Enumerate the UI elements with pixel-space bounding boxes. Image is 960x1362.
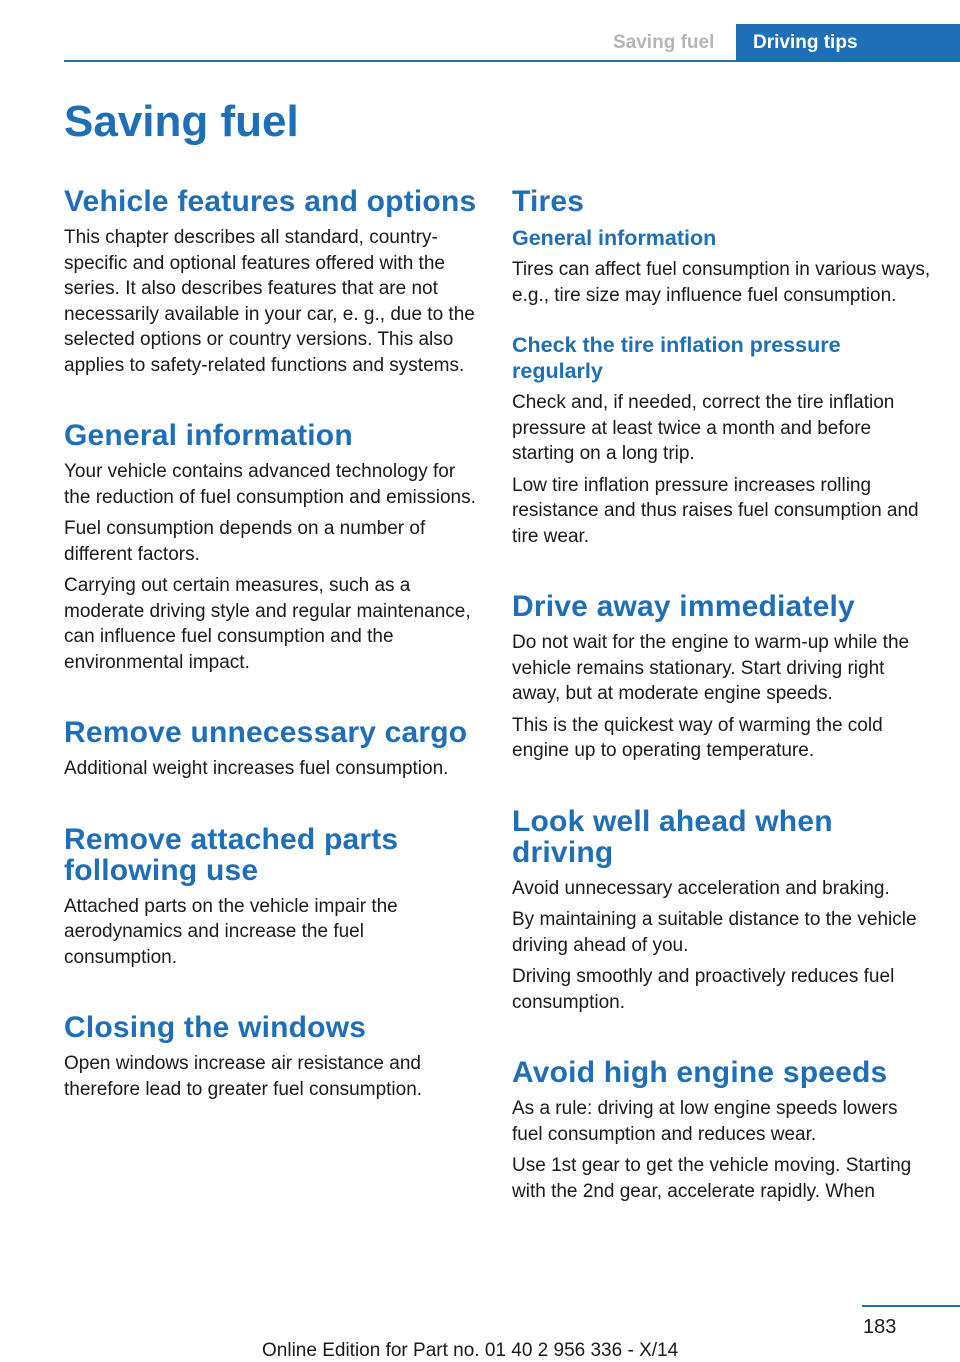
- heading-tires: Tires: [512, 185, 585, 218]
- subheading-general-information: General information: [512, 226, 717, 250]
- section-general-information: [64, 420, 478, 675]
- paragraph: Do not wait for the engine to warm-up while the vehicle remains stationary. Start driving right away, but at moderate engine speeds.: [512, 632, 910, 704]
- paragraph: Use 1st gear to get the vehicle moving. Starting with the 2nd gear, accelerate rapidly. When: [512, 1155, 912, 1202]
- section-closing-windows: [64, 1012, 478, 1102]
- paragraph: Open windows increase air resistance and therefore lead to greater fuel consumption.: [64, 1053, 423, 1100]
- page-number: 183: [863, 1316, 897, 1338]
- heading-avoid-high-speeds: Avoid high engine speeds: [512, 1056, 888, 1089]
- section-drive-away: [512, 591, 932, 764]
- right-column: [512, 182, 932, 1210]
- section-remove-attached-parts: [64, 824, 478, 971]
- heading-remove-cargo: Remove unnecessary cargo: [64, 716, 468, 749]
- paragraph: This is the quickest way of warming the cold engine up to operating temperature.: [512, 714, 883, 761]
- section-vehicle-features: [64, 186, 478, 378]
- paragraph: Attached parts on the vehicle impair the aerodynamics and increase the fuel consumption.: [64, 895, 398, 968]
- paragraph: Avoid unnecessary acceleration and braking.: [512, 877, 890, 899]
- header-section-label: Saving fuel: [613, 32, 715, 53]
- paragraph: As a rule: driving at low engine speeds lowers fuel consumption and reduces wear.: [512, 1098, 898, 1145]
- heading-remove-attached-parts: Remove attached parts following use: [64, 822, 399, 887]
- page-title: Saving fuel: [64, 97, 299, 146]
- section-look-ahead: [512, 806, 932, 1016]
- paragraph: Low tire inflation pressure increases rolling resistance and thus raises fuel consumption and tire wear.: [512, 474, 919, 547]
- heading-vehicle-features: Vehicle features and options: [64, 185, 477, 218]
- paragraph: Fuel consumption depends on a number of different factors.: [64, 518, 426, 565]
- left-column: [64, 182, 478, 1108]
- section-avoid-high-speeds: [512, 1057, 932, 1204]
- paragraph: Driving smoothly and proactively reduces fuel consumption.: [512, 966, 895, 1013]
- header-chapter-tab: Driving tips: [736, 24, 960, 62]
- paragraph: Your vehicle contains advanced technology for the reduction of fuel consumption and emissions.: [64, 461, 476, 508]
- section-remove-cargo: [64, 717, 478, 782]
- section-tires: [512, 186, 932, 549]
- paragraph: Carrying out certain measures, such as a moderate driving style and regular maintenance, can influence fuel consumption and the environmental impact.: [64, 575, 471, 673]
- heading-look-ahead: Look well ahead when driving: [512, 804, 833, 869]
- paragraph: Tires can affect fuel consumption in various ways, e.g., tire size may influence fuel consumption.: [512, 259, 931, 306]
- heading-general-information: General information: [64, 419, 353, 452]
- footer-edition: Online Edition for Part no. 01 40 2 956 336 - X/14: [262, 1340, 679, 1361]
- subheading-check-tire-pressure: Check the tire inflation pressure regularly: [512, 333, 841, 383]
- heading-closing-windows: Closing the windows: [64, 1011, 367, 1044]
- paragraph: By maintaining a suitable distance to the vehicle driving ahead of you.: [512, 909, 917, 956]
- footer-rule: [862, 1305, 960, 1307]
- heading-drive-away: Drive away immediately: [512, 590, 855, 623]
- paragraph: Additional weight increases fuel consumption.: [64, 758, 449, 779]
- paragraph: Check and, if needed, correct the tire inflation pressure at least twice a month and before starting on a long trip.: [512, 392, 895, 464]
- paragraph: This chapter describes all standard, country-specific and optional features offered with the series. It also describes features that are not necessarily available in your car, e. g., due to the selected options or country versions. This also applies to safety-related functions and systems.: [64, 227, 475, 376]
